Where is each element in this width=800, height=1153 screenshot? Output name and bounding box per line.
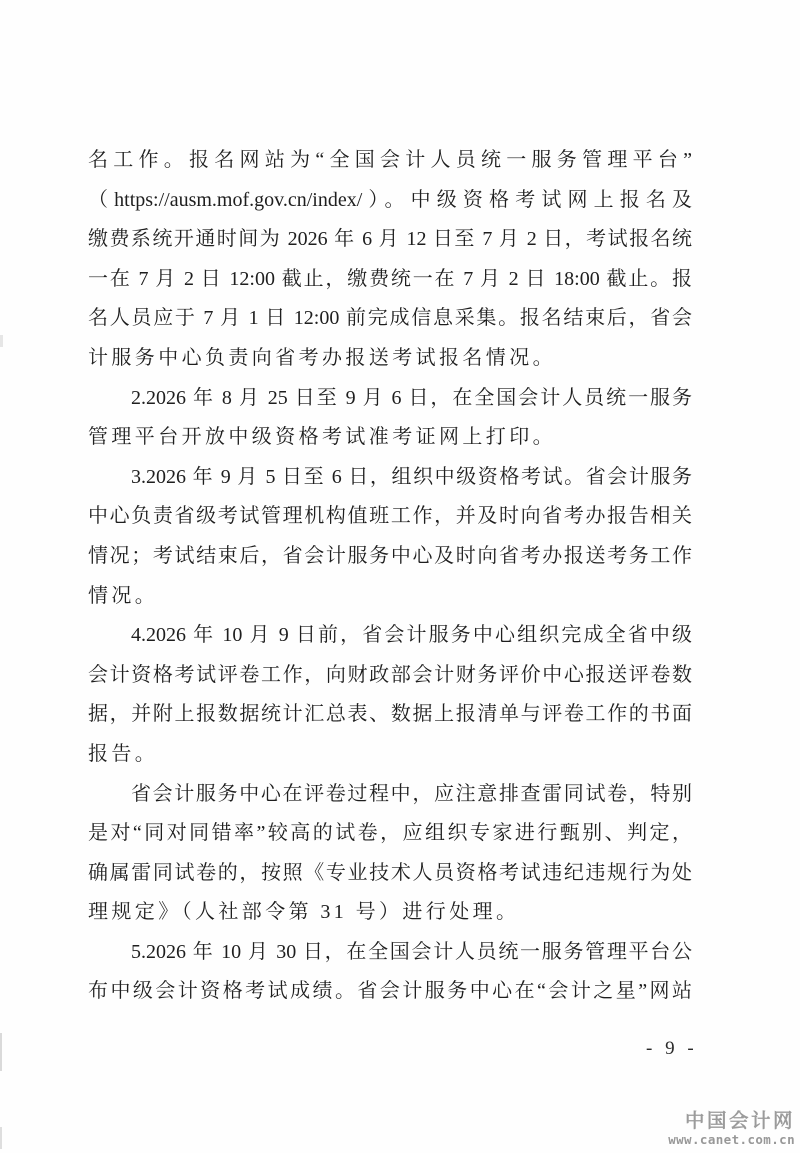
text-line: 5.2026 年 10 月 30 日，在全国会计人员统一服务管理平台公 <box>131 940 692 963</box>
text-line: 3.2026 年 9 月 5 日至 6 日，组织中级资格考试。省会计服务 <box>131 465 692 488</box>
text-line: 中心负责省级考试管理机构值班工作，并及时向省考办报告相关 <box>88 505 692 528</box>
text-line: 理规定》（人社部令第 31 号）进行处理。 <box>88 901 520 924</box>
text-line: （https://ausm.mof.gov.cn/index/）。中级资格考试网上报名及 <box>88 188 692 211</box>
page-number: - 9 - <box>646 1038 698 1059</box>
text-line: 报告。 <box>88 742 159 765</box>
text-line: 是对“同对同错率”较高的试卷，应组织专家进行甄别、判定， <box>88 822 692 845</box>
text-line: 省会计服务中心在评卷过程中，应注意排查雷同试卷，特别 <box>131 782 692 805</box>
paragraph <box>88 933 692 1012</box>
text-line: 会计资格考试评卷工作，向财政部会计财务评价中心报送评卷数 <box>88 663 692 686</box>
text-line: 名工作。报名网站为“全国会计人员统一服务管理平台” <box>88 149 692 171</box>
text-line: 据，并附上报数据统计汇总表、数据上报清单与评卷工作的书面 <box>88 703 692 726</box>
scan-edge-artifact <box>0 1127 2 1149</box>
paragraph <box>88 775 692 933</box>
paragraph <box>88 458 692 616</box>
text-block <box>88 141 692 1012</box>
scan-edge-artifact <box>0 335 3 347</box>
text-line: 情况；考试结束后，省会计服务中心及时向省考办报送考务工作 <box>88 544 692 567</box>
text-line: 名人员应于 7 月 1 日 12:00 前完成信息采集。报名结束后，省会 <box>88 307 692 330</box>
text-line: 2.2026 年 8 月 25 日至 9 月 6 日，在全国会计人员统一服务 <box>131 386 692 409</box>
paragraph <box>88 141 692 379</box>
paragraph <box>88 379 692 458</box>
watermark <box>668 1111 795 1147</box>
paragraph <box>88 616 692 774</box>
watermark-site-url: www.canet.com.cn <box>668 1132 795 1148</box>
text-line: 情况。 <box>88 584 159 607</box>
text-line: 布中级会计资格考试成绩。省会计服务中心在“会计之星”网站 <box>88 980 692 1003</box>
text-line: 一在 7 月 2 日 12:00 截止，缴费统一在 7 月 2 日 18:00 截止。报 <box>88 267 692 290</box>
watermark-site-name: 中国会计网 <box>684 1109 795 1132</box>
text-line: 计服务中心负责向省考办报送考试报名情况。 <box>88 346 556 369</box>
text-line: 4.2026 年 10 月 9 日前，省会计服务中心组织完成全省中级 <box>131 624 692 647</box>
text-line: 缴费系统开通时间为 2026 年 6 月 12 日至 7 月 2 日，考试报名统 <box>88 228 692 251</box>
text-line: 管理平台开放中级资格考试准考证网上打印。 <box>88 426 556 449</box>
text-line: 确属雷同试卷的，按照《专业技术人员资格考试违纪违规行为处 <box>88 861 692 884</box>
scan-edge-artifact <box>0 1033 2 1071</box>
